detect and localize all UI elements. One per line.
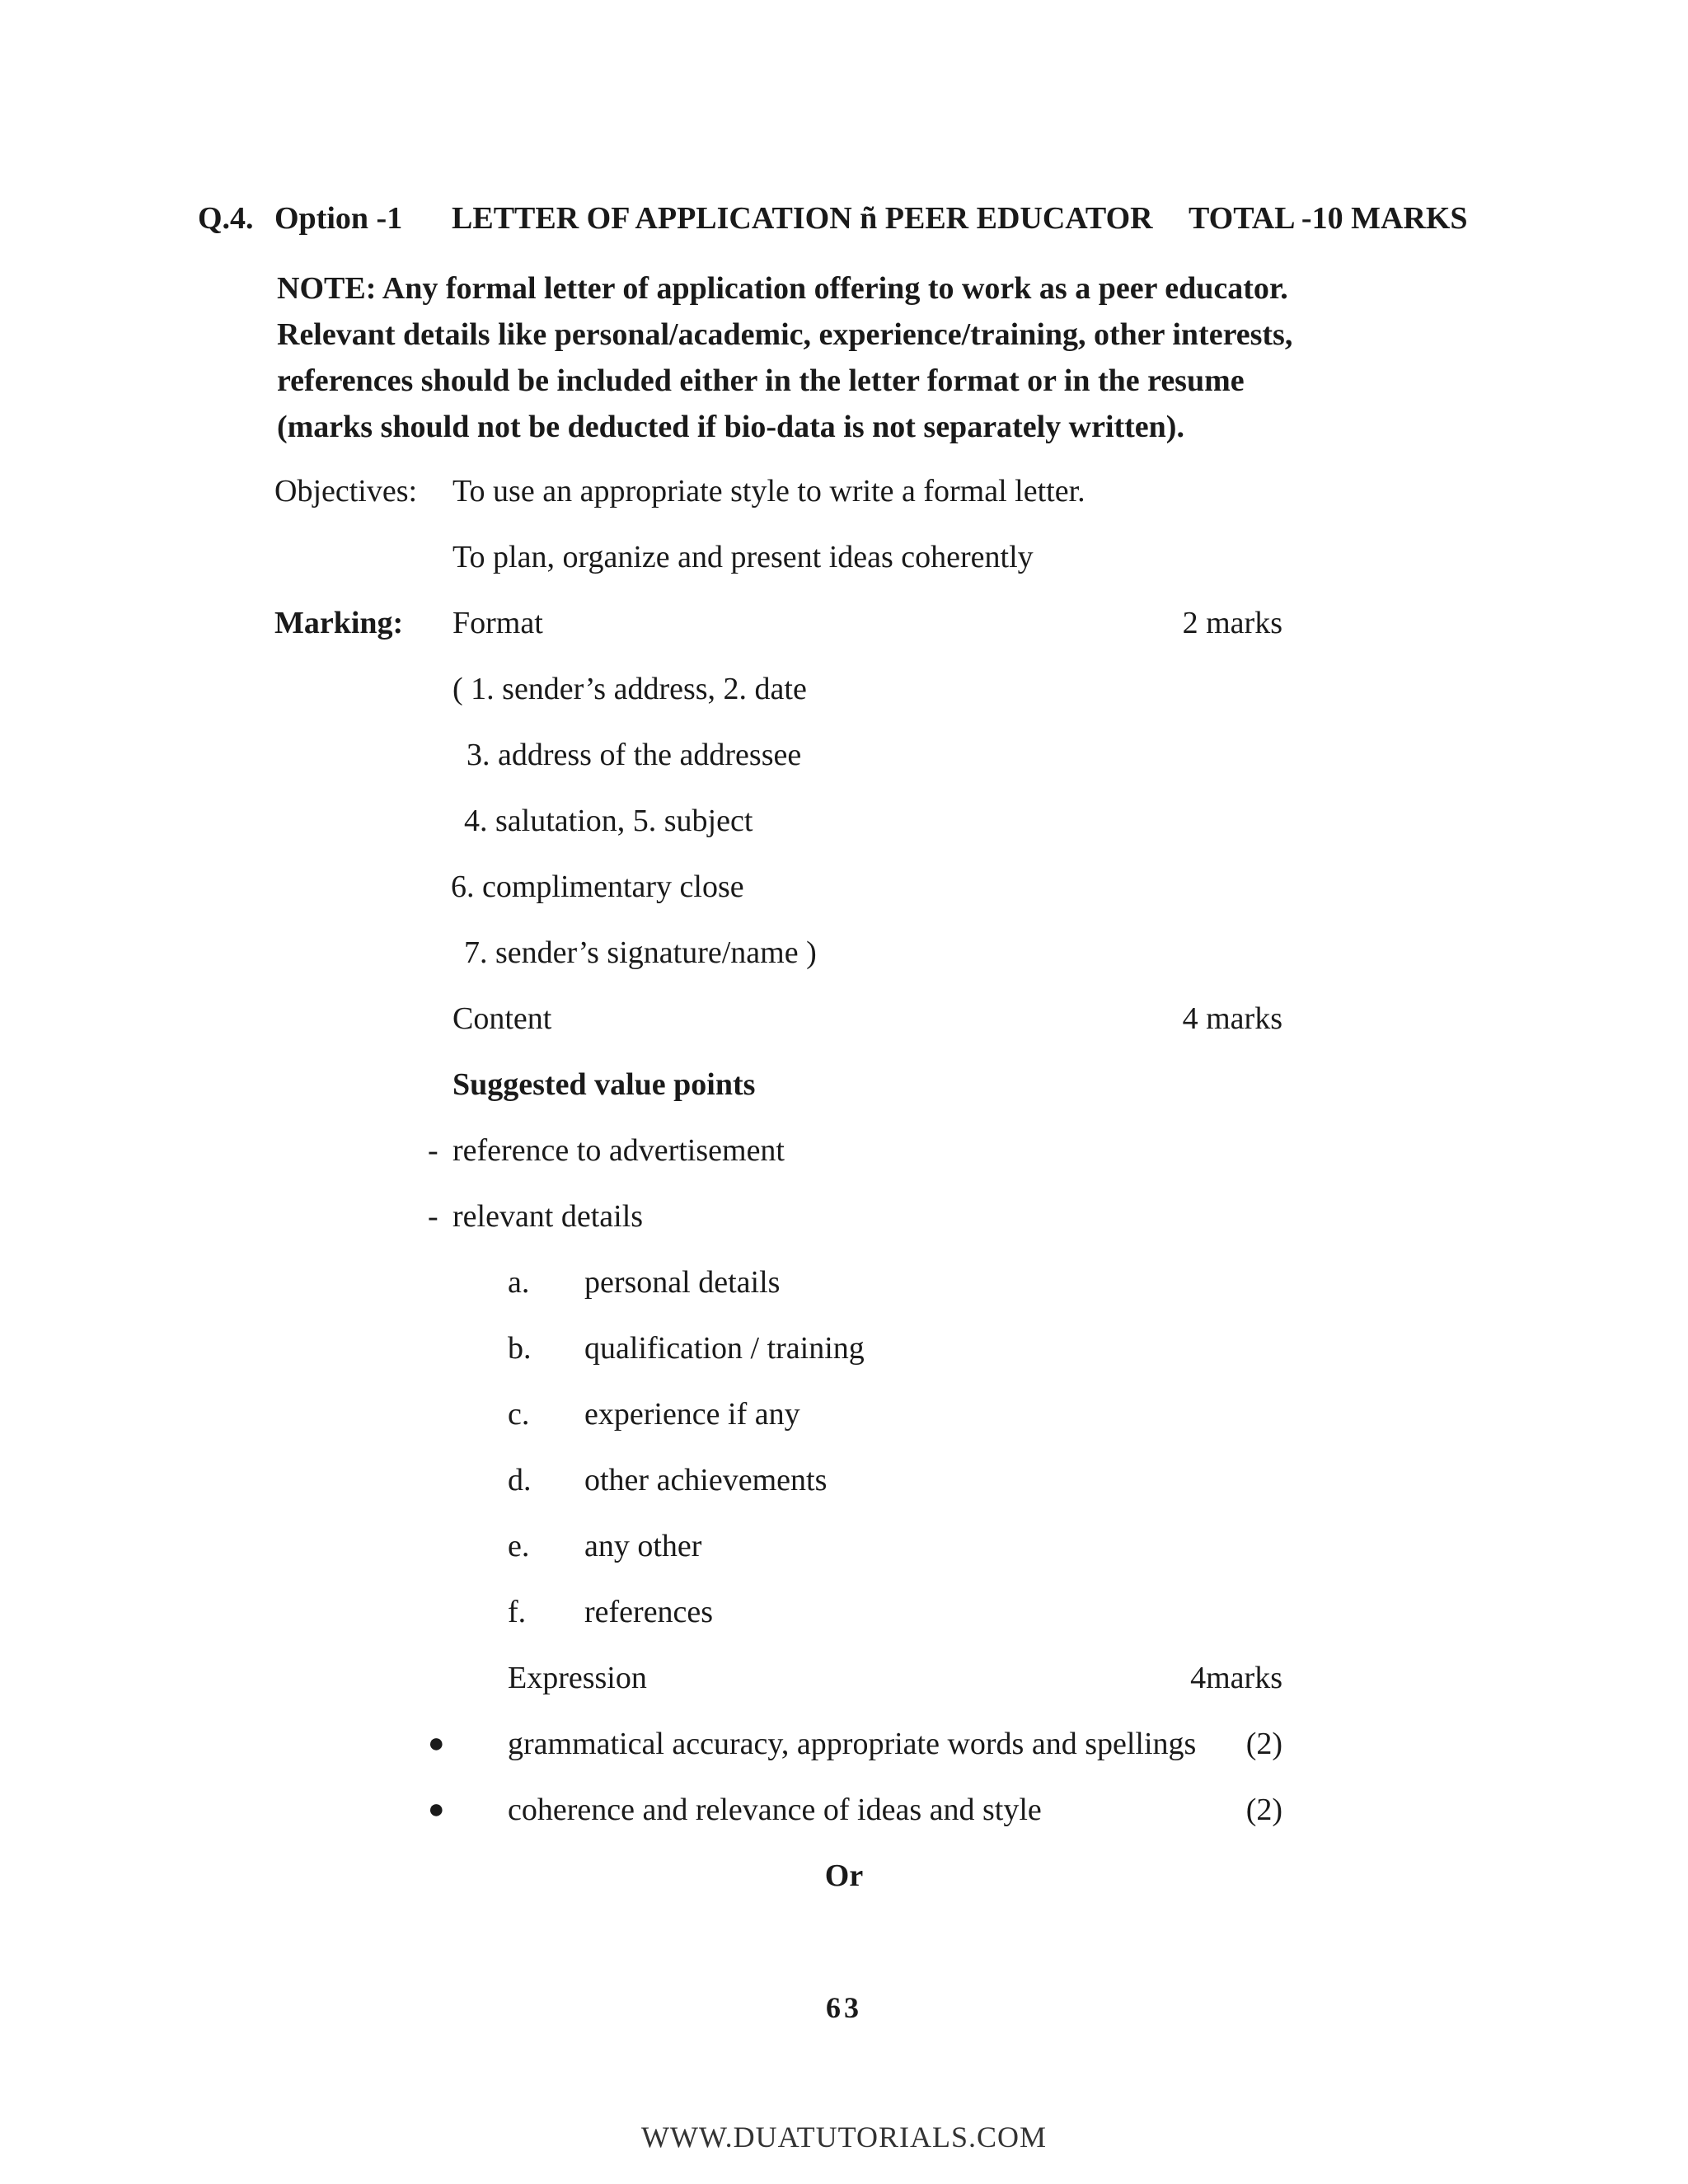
total-marks: TOTAL -10 MARKS	[1189, 201, 1468, 236]
value-point: relevant details	[452, 1199, 644, 1234]
option-label: Option -1	[274, 201, 403, 236]
suggested-heading: Suggested value points	[452, 1067, 756, 1102]
dash-bullet: -	[428, 1199, 438, 1234]
sub-item-text: experience if any	[584, 1397, 800, 1432]
note-line: (marks should not be deducted if bio-data is not separately written).	[277, 410, 1184, 444]
objective-item: To use an appropriate style to write a formal letter.	[452, 474, 1085, 509]
expression-label: Expression	[508, 1661, 647, 1695]
format-item: 4. salutation, 5. subject	[464, 804, 753, 838]
sub-item-letter: e.	[508, 1529, 530, 1563]
content-marks: 4 marks	[1182, 1001, 1282, 1036]
format-item: 6. complimentary close	[451, 869, 744, 904]
expression-point-marks: (2)	[1245, 1727, 1282, 1761]
sub-item-letter: c.	[508, 1397, 530, 1432]
format-item: 7. sender’s signature/name )	[464, 935, 817, 970]
sub-item-text: personal details	[584, 1265, 781, 1300]
expression-point-marks: (2)	[1245, 1793, 1282, 1827]
sub-item-text: other achievements	[584, 1463, 828, 1497]
bullet-icon: ●	[428, 1794, 445, 1825]
dash-bullet: -	[428, 1133, 438, 1168]
format-marks: 2 marks	[1182, 606, 1282, 640]
marking-label: Marking:	[274, 606, 404, 640]
or-separator: Or	[824, 1858, 864, 1893]
expression-point: grammatical accuracy, appropriate words and spellings	[508, 1727, 1197, 1761]
footer-url: WWW.DUATUTORIALS.COM	[641, 2121, 1047, 2154]
sub-item-letter: a.	[508, 1265, 530, 1300]
sub-item-letter: f.	[508, 1595, 527, 1629]
note-paragraph	[277, 265, 1299, 450]
note-line: references should be included either in the letter format or in the resume	[277, 363, 1245, 398]
sub-item-text: qualification / training	[584, 1331, 865, 1366]
value-point: reference to advertisement	[452, 1133, 785, 1168]
note-line: NOTE: Any formal letter of application offering to work as a peer educator.	[277, 271, 1288, 306]
bullet-icon: ●	[428, 1728, 445, 1759]
content-label: Content	[452, 1001, 552, 1036]
expression-marks: 4marks	[1190, 1661, 1282, 1695]
format-label: Format	[452, 606, 543, 640]
sub-item-text: any other	[584, 1529, 702, 1563]
question-number: Q.4.	[198, 201, 254, 236]
sub-item-letter: d.	[508, 1463, 532, 1497]
objectives-label: Objectives:	[274, 474, 418, 509]
note-line: Relevant details like personal/academic, experience/training, other interests,	[277, 317, 1293, 352]
page-number: 63	[826, 1991, 862, 2024]
expression-point: coherence and relevance of ideas and style	[508, 1793, 1042, 1827]
format-item: 3. address of the addressee	[467, 738, 802, 772]
sub-item-text: references	[584, 1595, 714, 1629]
format-item: ( 1. sender’s address, 2. date	[452, 672, 807, 706]
objective-item: To plan, organize and present ideas coherently	[452, 540, 1034, 574]
letter-title: LETTER OF APPLICATION ñ PEER EDUCATOR	[452, 201, 1153, 236]
sub-item-letter: b.	[508, 1331, 532, 1366]
